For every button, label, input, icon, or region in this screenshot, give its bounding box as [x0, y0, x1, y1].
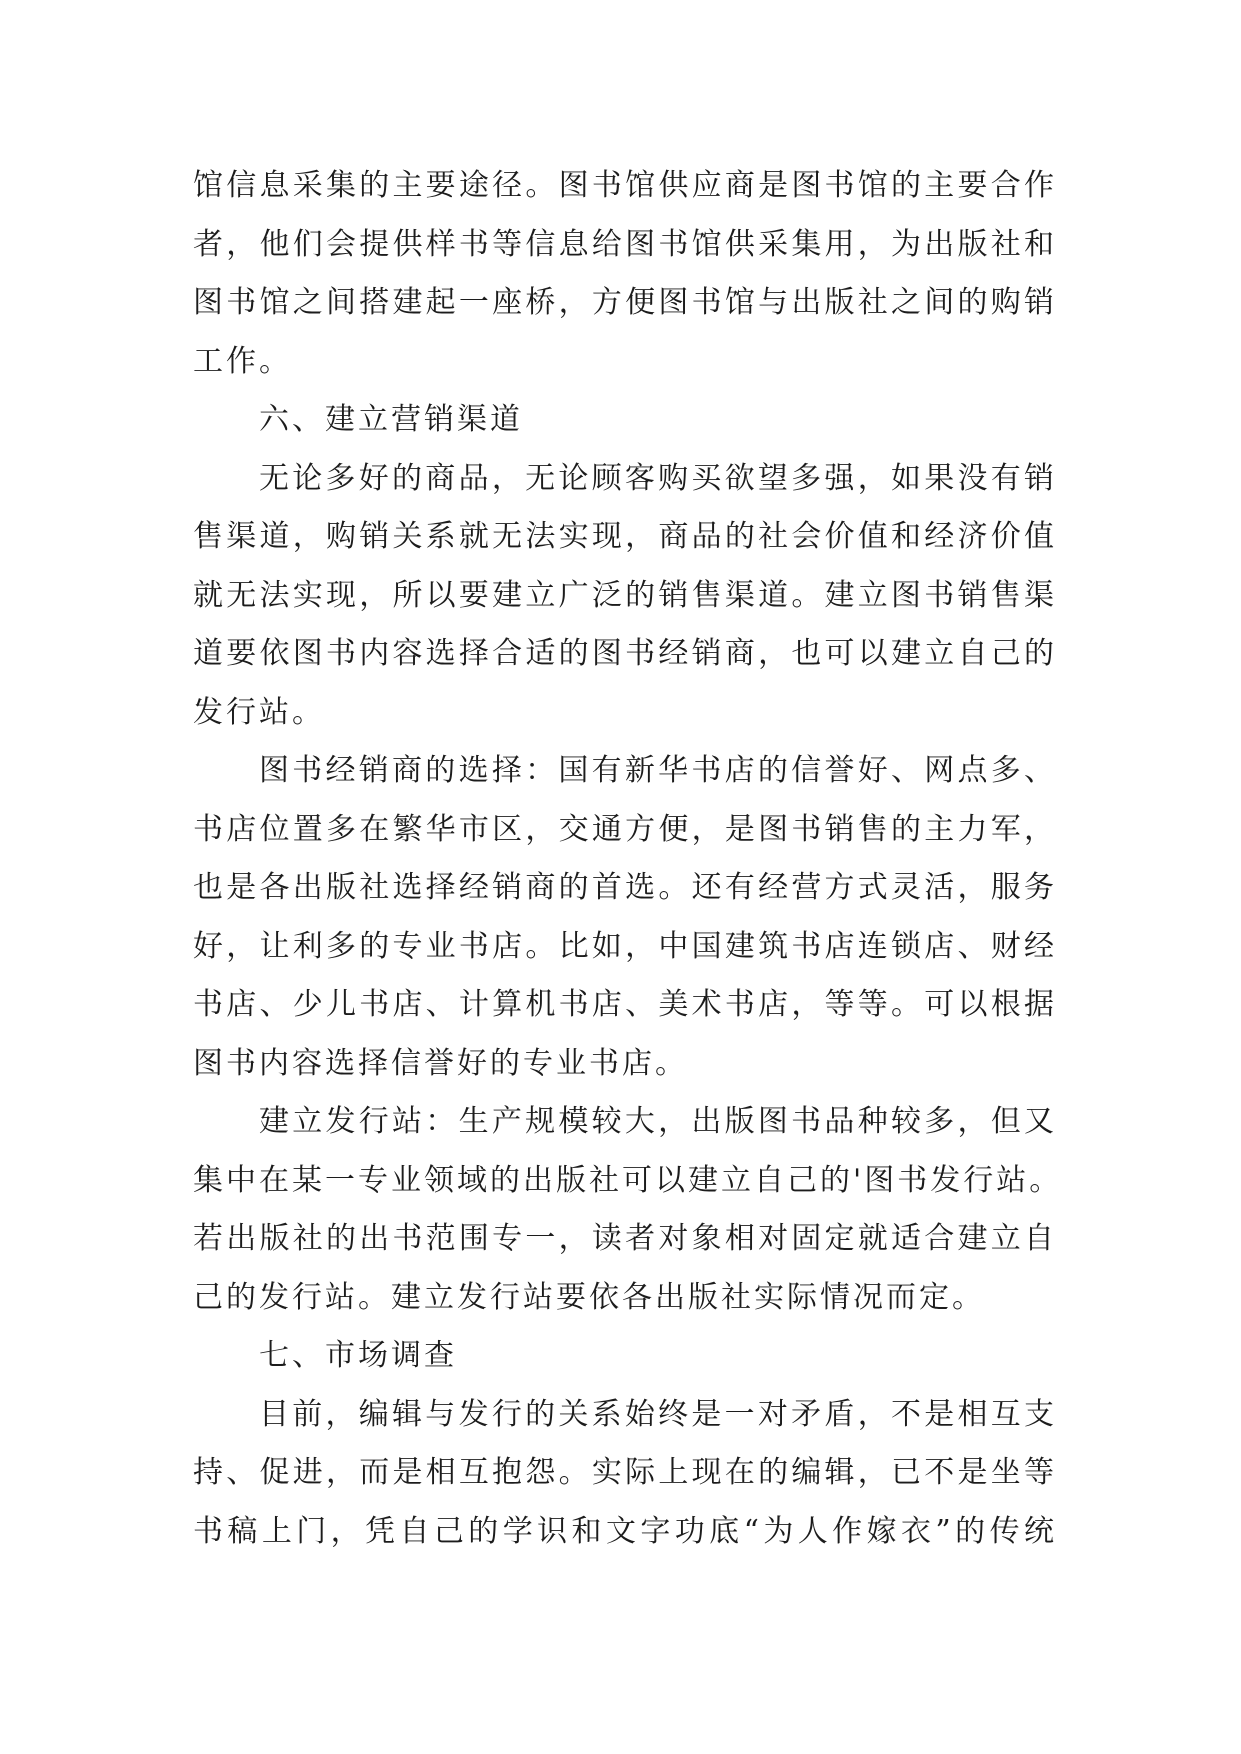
text-line: 好，让利多的专业书店。比如，中国建筑书店连锁店、财经: [193, 928, 1057, 964]
paragraph: [193, 450, 1057, 743]
text-line: 图书经销商的选择：国有新华书店的信誉好、网点多、: [259, 753, 1057, 788]
text-line: 书稿上门，凭自己的学识和文字功底“为人作嫁衣”的传统: [193, 1513, 1057, 1549]
text-line: 建立发行站：生产规模较大，出版图书品种较多，但又: [259, 1104, 1057, 1139]
section-marketing-channels: [193, 391, 1063, 1327]
paragraph: [193, 1386, 1057, 1562]
text-line: 也是各出版社选择经销商的首选。还有经营方式灵活，服务: [193, 870, 1057, 905]
text-line: 集中在某一专业领域的出版社可以建立自己的'图书发行站。: [193, 1162, 1063, 1198]
text-line: 持、促进，而是相互抱怨。实际上现在的编辑，已不是坐等: [193, 1455, 1057, 1490]
section-heading: 六、建立营销渠道: [259, 402, 523, 437]
document-body: [193, 157, 1063, 1561]
text-line: 目前，编辑与发行的关系始终是一对矛盾，不是相互支: [259, 1396, 1057, 1432]
text-line: 无论多好的商品，无论顾客购买欲望多强，如果没有销: [259, 460, 1057, 496]
text-line: 者，他们会提供样书等信息给图书馆供采集用，为出版社和: [193, 226, 1057, 262]
text-line: 己的发行站。建立发行站要依各出版社实际情况而定。: [193, 1279, 985, 1315]
text-line: 就无法实现，所以要建立广泛的销售渠道。建立图书销售渠: [193, 577, 1057, 613]
text-line: 书店、少儿书店、计算机书店、美术书店，等等。可以根据: [193, 987, 1057, 1022]
paragraph-continued: [193, 157, 1057, 391]
paragraph: [193, 1093, 1063, 1327]
text-line: 图书内容选择信誉好的专业书店。: [193, 1045, 688, 1081]
paragraph: [193, 742, 1057, 1093]
section-market-research: [193, 1327, 1057, 1561]
section-heading: 七、市场调查: [259, 1338, 457, 1373]
text-line: 道要依图书内容选择合适的图书经销商，也可以建立自己的: [193, 636, 1057, 671]
text-line: 图书馆之间搭建起一座桥，方便图书馆与出版社之间的购销: [193, 285, 1057, 320]
text-line: 书店位置多在繁华市区，交通方便，是图书销售的主力军，: [193, 811, 1057, 847]
text-line: 馆信息采集的主要途径。图书馆供应商是图书馆的主要合作: [193, 168, 1057, 203]
text-line: 发行站。: [193, 694, 325, 730]
text-line: 工作。: [193, 343, 292, 379]
text-line: 售渠道，购销关系就无法实现，商品的社会价值和经济价值: [193, 519, 1057, 554]
text-line: 若出版社的出书范围专一，读者对象相对固定就适合建立自: [193, 1221, 1057, 1256]
